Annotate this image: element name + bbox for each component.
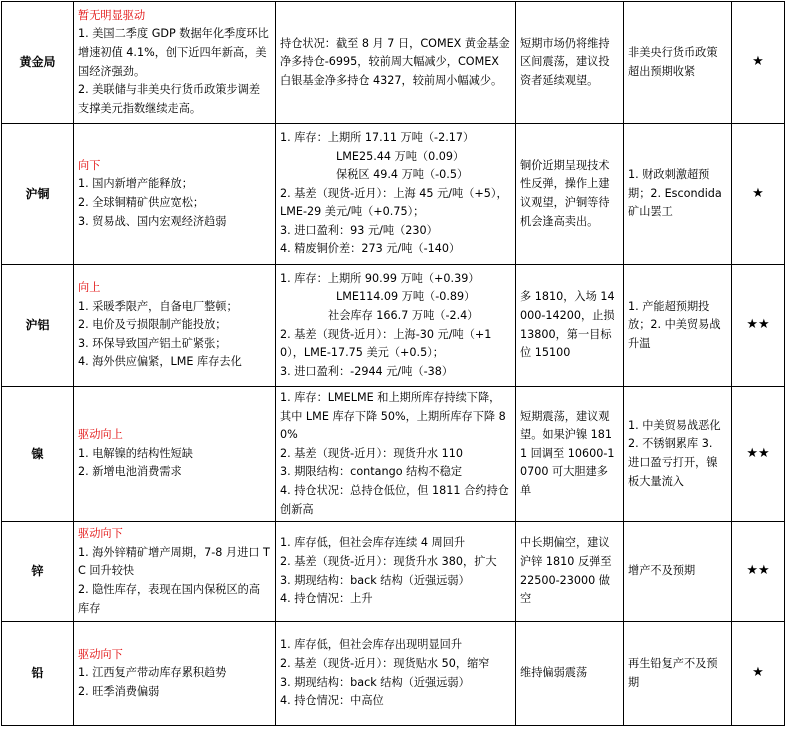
rating-stars: ★★ — [732, 265, 785, 387]
driver-title: 向下 — [78, 158, 101, 172]
driver-cell — [74, 622, 276, 726]
fundamental-item: 4. 持仓状况：总持仓低位，但 1811 合约持仓创新高 — [280, 483, 509, 516]
risk-cell: 1. 中美贸易战恶化 2. 不锈钢累库 3. 进口盈亏打开，镍板大量流入 — [624, 387, 732, 522]
driver-cell — [74, 2, 276, 124]
fundamental-item: 2. 基差（现货-近月）：上海 45 元/吨（+5），LME-29 美元/吨（+0.75）； — [280, 186, 508, 219]
metal-name: 铅 — [2, 622, 74, 726]
fundamental-item: 3. 进口盈利：93 元/吨（230） — [280, 223, 438, 237]
futures-strategy-table — [1, 1, 785, 726]
driver-title: 驱动向下 — [78, 527, 123, 541]
strategy-cell: 多 1810，入场 14000-14200，止损 13800，第一目标位 15100 — [516, 265, 624, 387]
fundamentals-cell — [276, 522, 516, 622]
fundamentals-cell — [276, 124, 516, 265]
driver-item: 1. 采暖季限产，自备电厂整顿； — [78, 299, 238, 313]
driver-item: 1. 电解镍的结构性短缺 — [78, 446, 193, 460]
rating-stars: ★ — [732, 622, 785, 726]
fundamentals-cell — [276, 387, 516, 522]
table-row — [2, 622, 785, 726]
fundamental-item: 2. 基差（现货-近月）：现货贴水 50，缩窄 — [280, 657, 490, 671]
driver-title: 驱动向上 — [78, 428, 123, 442]
driver-item: 2. 旺季消费偏弱 — [78, 684, 160, 698]
strategy-cell: 短期市场仍将维持区间震荡，建议投资者延续观望。 — [516, 2, 624, 124]
fundamentals-cell — [276, 265, 516, 387]
fundamental-item: 1. 库存低，但社会库存出现明显回升 — [280, 638, 463, 652]
risk-cell: 1. 财政刺激超预期；2. Escondida 矿山罢工 — [624, 124, 732, 265]
fundamental-item: 2. 基差（现货-近月）：现货升水 110 — [280, 446, 464, 460]
table-row — [2, 522, 785, 622]
fundamental-item: 1. 库存低，但社会库存连续 4 周回升 — [280, 536, 466, 550]
fundamentals-cell — [276, 2, 516, 124]
rating-stars: ★ — [732, 124, 785, 265]
driver-item: 2. 全球铜精矿供应宽松； — [78, 196, 205, 209]
rating-stars: ★★ — [732, 522, 785, 622]
driver-item: 1. 美国二季度 GDP 数据年化季度环比增速初值 4.1%，创下近四年新高，美国经济强劲。 — [78, 27, 269, 78]
driver-title: 驱动向下 — [78, 647, 123, 661]
fundamental-item: 1. 库存：上期所 90.99 万吨（+0.39） — [280, 271, 480, 285]
driver-item: 2. 隐性库存，表现在国内保税区的高库存 — [78, 582, 261, 615]
fundamental-item: 3. 期限结构：contango 结构不稳定 — [280, 465, 463, 479]
driver-title: 暂无明显驱动 — [78, 8, 146, 22]
driver-cell — [74, 387, 276, 522]
driver-item: 1. 江西复产带动库存累积趋势 — [78, 666, 227, 680]
table-row — [2, 124, 785, 265]
driver-item: 2. 美联储与非美央行货币政策步调差支撑美元指数继续走高。 — [78, 83, 261, 115]
driver-item: 2. 新增电池消费需求 — [78, 465, 182, 479]
table-row — [2, 387, 785, 522]
driver-item: 1. 海外锌精矿增产周期，7-8 月进口 TC 回升较快 — [78, 545, 270, 578]
driver-item: 3. 环保导致国产铝土矿紧张； — [78, 336, 227, 350]
driver-cell — [74, 124, 276, 265]
strategy-cell: 中长期偏空，建议沪锌 1810 反弹至 22500-23000 做空 — [516, 522, 624, 622]
fundamental-item: 1. 库存：LMELME 和上期所库存持续下降，其中 LME 库存下降 50%，上期所库存下降 80% — [280, 391, 506, 442]
fundamental-item: 3. 进口盈利：-2944 元/吨（-38） — [280, 364, 454, 378]
driver-title: 向上 — [78, 281, 101, 295]
driver-item: 3. 贸易战、国内宏观经济趋弱 — [78, 214, 227, 228]
fundamental-item: 4. 持仓情况：中高位 — [280, 694, 384, 708]
strategy-cell: 铜价近期呈现技术性反弹，操作上建议观望，沪铜等待机会逢高卖出。 — [516, 124, 624, 265]
rating-stars: ★ — [732, 2, 785, 124]
risk-cell: 增产不及预期 — [624, 522, 732, 622]
fundamental-item: 2. 基差（现货-近月）：现货升水 380，扩大 — [280, 555, 497, 569]
fundamental-item: 社会库存 166.7 万吨（-2.4） — [328, 308, 479, 322]
fundamentals-cell — [276, 622, 516, 726]
risk-cell: 1. 产能超预期投放；2. 中美贸易战升温 — [624, 265, 732, 387]
driver-item: 4. 海外供应偏紧，LME 库存去化 — [78, 355, 242, 369]
metal-name: 沪铝 — [2, 265, 74, 387]
risk-cell: 再生铅复产不及预期 — [624, 622, 732, 726]
driver-item: 2. 电价及亏损限制产能投放； — [78, 318, 227, 332]
driver-item: 1. 国内新增产能释放； — [78, 177, 193, 191]
metal-name: 锌 — [2, 522, 74, 622]
fundamental-item: LME25.44 万吨（0.09） — [336, 149, 465, 163]
fundamental-item: 3. 期现结构：back 结构（近强远弱） — [280, 573, 470, 587]
metal-name: 黄金局 — [2, 2, 74, 124]
table-row — [2, 265, 785, 387]
fundamental-item: 4. 精废铜价差：273 元/吨（-140） — [280, 242, 461, 256]
fundamental-item: 保税区 49.4 万吨（-0.5） — [336, 168, 469, 182]
strategy-cell: 维持偏弱震荡 — [516, 622, 624, 726]
table-row — [2, 2, 785, 124]
strategy-cell: 短期震荡，建议观望。如果沪镍 1811 回调至 10600-10700 可大胆建多单 — [516, 387, 624, 522]
driver-cell — [74, 265, 276, 387]
metal-name: 沪铜 — [2, 124, 74, 265]
fundamental-item: LME114.09 万吨（-0.89） — [336, 290, 476, 304]
fundamental-item: 持仓状况：截至 8 月 7 日，COMEX 黄金基金净多持仓-6995，较前周大幅减少，COMEX 白银基金净多持仓 4327，较前周小幅减少。 — [280, 36, 510, 87]
metal-name: 镍 — [2, 387, 74, 522]
driver-cell — [74, 522, 276, 622]
rating-stars: ★★ — [732, 387, 785, 522]
risk-cell: 非美央行货币政策超出预期收紧 — [624, 2, 732, 124]
fundamental-item: 4. 持仓情况：上升 — [280, 592, 373, 606]
fundamental-item: 1. 库存：上期所 17.11 万吨（-2.17） — [280, 130, 475, 144]
fundamental-item: 3. 期现结构：back 结构（近强远弱） — [280, 675, 470, 689]
fundamental-item: 2. 基差（现货-近月）：上海-30 元/吨（+10），LME-17.75 美元（+0.5）； — [280, 327, 492, 360]
